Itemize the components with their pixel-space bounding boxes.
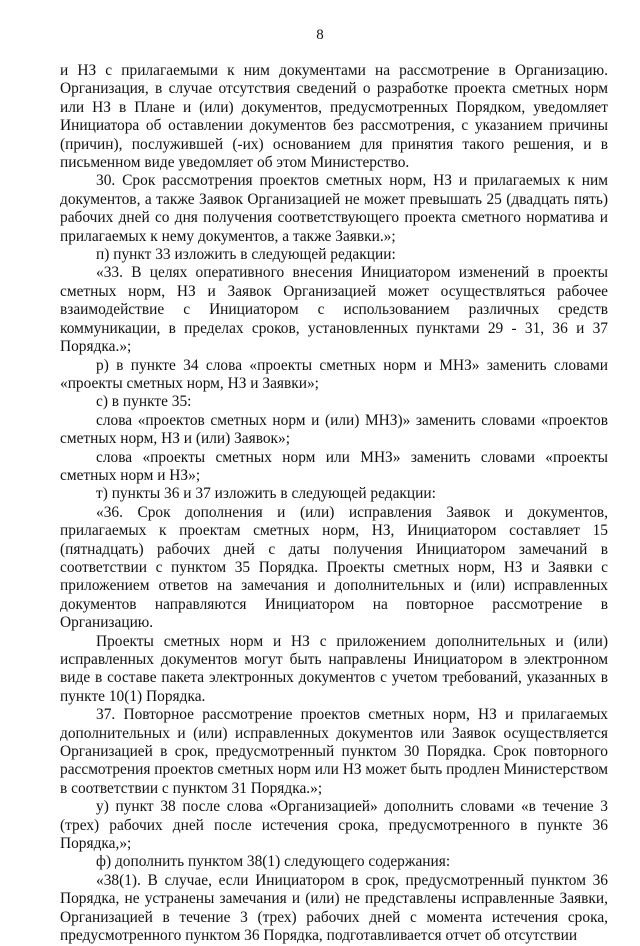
paragraph-clause-33: «33. В целях оперативного внесения Инициатором изменений в проекты сметных норм, НЗ и Заявок Организацией может осуществляться рабочее взаимодействие с Инициатором с использованием различных средств коммуникации, в пределах сроков, установленных пунктами 29 - 31, 36 и 37 Порядка.»;: [60, 264, 608, 356]
paragraph-continuation: и НЗ с прилагаемыми к ним документами на рассмотрение в Организацию. Организация, в случае отсутствия сведений о разработке проекта сметных норм или НЗ в Плане и (или) документов, предусмотренных Порядком, уведомляет Инициатора об оставлении документов без рассмотрения, с указанием причины (причин), послужившей (-их) основанием для принятия такого решения, и в письменном виде уведомляет об этом Министерство.: [60, 62, 608, 172]
paragraph-item-u: у) пункт 38 после слова «Организацией» дополнить словами «в течение 3 (трех) рабочих дней после истечения срока, предусмотренного в пункте 36 Порядка,»;: [60, 798, 608, 853]
paragraph-clause-36: «36. Срок дополнения и (или) исправления Заявок и документов, прилагаемых к проектам сметных норм, НЗ, Инициатором составляет 15 (пятнадцать) рабочих дней с даты получения Инициатором замечаний в соответствии с пунктом 35 Порядка. Проекты сметных норм, НЗ и Заявки с приложением ответов на замечания и дополнительных и (или) исправленных документов направляются Инициатором на повторное рассмотрение в Организацию.: [60, 503, 608, 632]
paragraph-item-p: п) пункт 33 изложить в следующей редакции:: [96, 246, 396, 264]
paragraph-clause-37: 37. Повторное рассмотрение проектов сметных норм, НЗ и прилагаемых дополнительных и (или) исправленных документов или Заявок осуществляется Организацией в срок, предусмотренный пунктом 30 Порядка. Срок повторного рассмотрения проектов сметных норм или НЗ может быть продлен Министерством в соответствии с пунктом 31 Порядка.»;: [60, 706, 609, 797]
paragraph-clause-30: 30. Срок рассмотрения проектов сметных норм, НЗ и прилагаемых к ним документов, а также Заявок Организацией не может превышать 25 (двадцать пять) рабочих дней со дня получения соответствующего проекта сметного норматива и прилагаемых к нему документов, а также Заявки.»;: [60, 172, 608, 245]
paragraph-item-r: р) в пункте 34 слова «проекты сметных норм и МНЗ» заменить словами «проекты сметных норм, НЗ и Заявки»;: [60, 356, 608, 392]
paragraph-words-replace-1: слова «проектов сметных норм и (или) МНЗ)» заменить словами «проектов сметных норм, НЗ и (или) Заявок»;: [60, 411, 608, 448]
paragraph-item-t: т) пункты 36 и 37 изложить в следующей редакции:: [96, 485, 436, 503]
page-number: 8: [316, 27, 324, 43]
document-body: [60, 62, 608, 946]
paragraph-item-f: ф) дополнить пунктом 38(1) следующего содержания:: [96, 853, 451, 871]
paragraph-clause-38-1: «38(1). В случае, если Инициатором в срок, предусмотренный пунктом 36 Порядка, не устранены замечания и (или) не представлены исправленные Заявки, Организацией в течение 3 (трех) рабочих дней с момента истечения срока, предусмотренного пунктом 36 Порядка, подготавливается отчет об отсутствии: [60, 871, 608, 945]
paragraph-item-s: с) в пункте 35:: [96, 393, 192, 411]
paragraph-words-replace-2: слова «проекты сметных норм или МНЗ» заменить словами «проекты сметных норм и НЗ»;: [60, 448, 608, 484]
paragraph-clause-36-part-2: Проекты сметных норм и НЗ с приложением дополнительных и (или) исправленных документов могут быть направлены Инициатором в электронном виде в составе пакета электронных документов с учетом требований, указанных в пункте 10(1) Порядка.: [60, 632, 608, 705]
